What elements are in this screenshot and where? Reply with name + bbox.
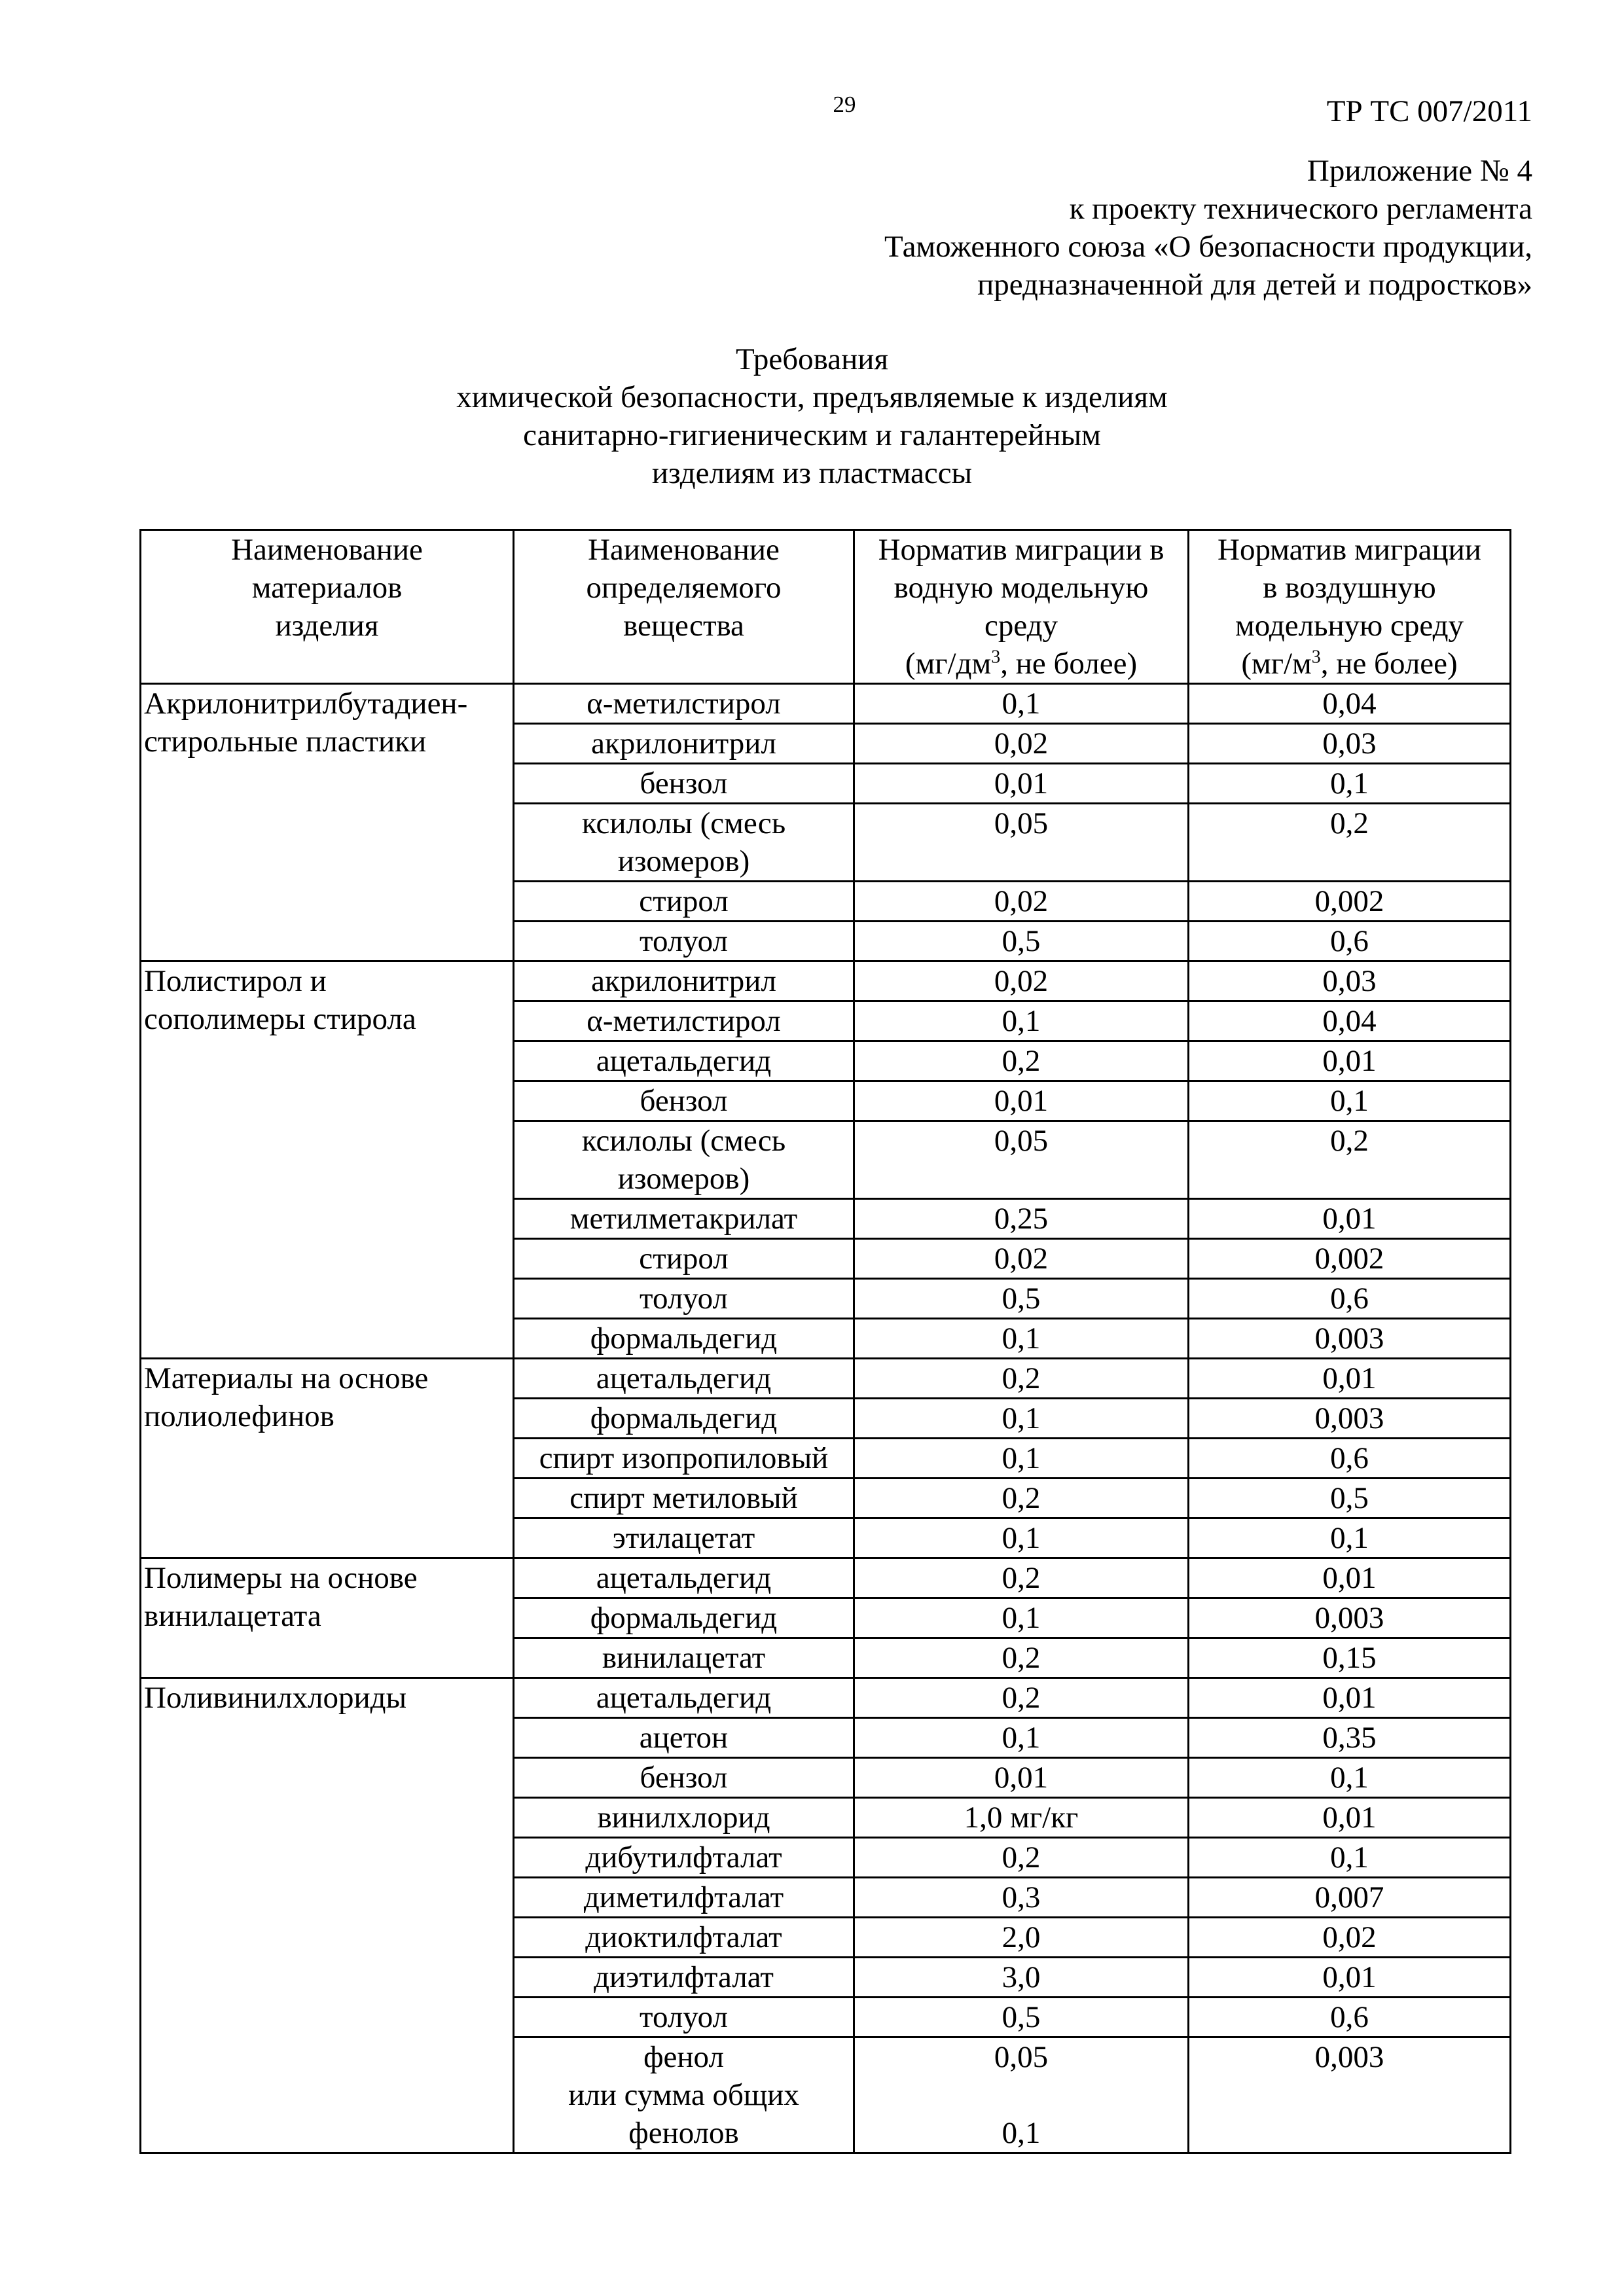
cell-line: Полистирол и [144, 964, 327, 998]
cell-line: акрилонитрил [591, 726, 776, 761]
cell-line: бензол [640, 1084, 728, 1118]
cell-line: толуол [640, 2000, 728, 2034]
air-norm-cell [1189, 724, 1511, 764]
cell-line: 0,05 [994, 806, 1049, 840]
water-norm-cell [854, 922, 1189, 961]
cell-line: 3,0 [1001, 1960, 1041, 1994]
cell-line: 0,1 [1330, 1840, 1369, 1874]
cell-line: акрилонитрил [591, 964, 776, 998]
appendix-line: Приложение № 4 [1307, 154, 1532, 188]
water-norm-cell [854, 1758, 1189, 1798]
cell-line: дибутилфталат [585, 1840, 782, 1874]
water-norm-cell [854, 1279, 1189, 1319]
material-cell [141, 1359, 514, 1558]
header-material [141, 530, 514, 684]
title-line: изделиям из пластмассы [651, 456, 973, 490]
water-norm-cell [854, 1558, 1189, 1598]
cell-line: 0,2 [1001, 1840, 1041, 1874]
substance-cell [514, 961, 854, 1001]
water-norm-cell [854, 1199, 1189, 1239]
material-cell [141, 1678, 514, 2153]
substance-cell [514, 1239, 854, 1279]
cell-line: бензол [640, 1761, 728, 1795]
cell-line: 0,2 [1001, 1044, 1041, 1078]
air-norm-cell [1189, 882, 1511, 922]
cell-line: 0,03 [1322, 964, 1377, 998]
air-norm-cell [1189, 2037, 1511, 2153]
appendix-line: предназначенной для детей и подростков» [977, 268, 1532, 302]
cell-line: 0,5 [1330, 1481, 1369, 1515]
header-unit: ($мг/дм^3$, не более) [905, 647, 1138, 681]
water-norm-cell [854, 1319, 1189, 1359]
cell-line: 0,6 [1330, 1282, 1369, 1316]
air-norm-cell [1189, 1638, 1511, 1678]
cell-line: 0,03 [1322, 726, 1377, 761]
cell-line: Акрилонитрилбутадиен- [144, 687, 468, 721]
cell-line: 0,25 [994, 1202, 1049, 1236]
cell-line: винилацетата [144, 1599, 321, 1633]
water-norm-cell [854, 1678, 1189, 1718]
header-line: водную модельную [893, 571, 1149, 605]
cell-line: 0,01 [1322, 1960, 1377, 1994]
cell-line: 0,003 [1314, 1321, 1384, 1355]
cell-line: диметилфталат [583, 1880, 784, 1914]
substance-cell [514, 764, 854, 804]
cell-line: стирол [639, 884, 729, 918]
air-norm-cell [1189, 1718, 1511, 1758]
cell-line: 0,3 [1001, 1880, 1041, 1914]
water-norm-cell [854, 1359, 1189, 1399]
cell-line: 0,1 [1330, 1761, 1369, 1795]
substance-cell [514, 1319, 854, 1359]
cell-line: 0,01 [994, 1761, 1049, 1795]
cell-line: Поливинилхлориды [144, 1681, 407, 1715]
table-header-row [141, 530, 1511, 684]
cell-line: винилхлорид [597, 1801, 770, 1835]
cell-line: ксилолы (смесь [581, 1124, 786, 1158]
cell-line: 0,1 [1330, 766, 1369, 800]
header-line: Наименование [231, 533, 423, 567]
water-norm-cell [854, 1838, 1189, 1878]
cell-line: 0,02 [994, 1242, 1049, 1276]
air-norm-cell [1189, 1319, 1511, 1359]
water-norm-cell [854, 1479, 1189, 1518]
substance-cell [514, 1199, 854, 1239]
air-norm-cell [1189, 1758, 1511, 1798]
cell-line: 0,35 [1322, 1721, 1377, 1755]
title-line: санитарно-гигиеническим и галантерейным [523, 418, 1101, 452]
cell-line: бензол [640, 766, 728, 800]
air-norm-cell [1189, 684, 1511, 724]
cell-line: стирол [639, 1242, 729, 1276]
water-norm-cell [854, 2037, 1189, 2153]
water-norm-cell [854, 684, 1189, 724]
chemical-safety-table [139, 529, 1511, 2154]
title-line: Требования [735, 342, 889, 376]
cell-line: 0,1 [1001, 2116, 1041, 2150]
water-norm-cell [854, 1718, 1189, 1758]
cell-line: 0,01 [994, 1084, 1049, 1118]
substance-cell [514, 1878, 854, 1918]
header-unit: ($мг/м^3$, не более) [1241, 647, 1458, 681]
cell-line: 0,04 [1322, 1004, 1377, 1038]
air-norm-cell [1189, 1199, 1511, 1239]
header-line: Норматив миграции [1218, 533, 1481, 567]
water-norm-cell [854, 1001, 1189, 1041]
cell-line: 0,01 [994, 766, 1049, 800]
cell-line: 0,01 [1322, 1801, 1377, 1835]
air-norm-cell [1189, 1558, 1511, 1598]
cell-line: ацетальдегид [596, 1681, 772, 1715]
water-norm-cell [854, 1041, 1189, 1081]
header-line: модельную среду [1235, 609, 1464, 643]
substance-cell [514, 1279, 854, 1319]
substance-cell [514, 1598, 854, 1638]
air-norm-cell [1189, 764, 1511, 804]
substance-cell [514, 1479, 854, 1518]
material-cell [141, 961, 514, 1359]
water-norm-cell [854, 1081, 1189, 1121]
header-line: среду [984, 609, 1058, 643]
cell-line: формальдегид [590, 1401, 778, 1435]
substance-cell [514, 1638, 854, 1678]
material-cell [141, 684, 514, 961]
cell-line: 0,05 [994, 1124, 1049, 1158]
header-line: Наименование [588, 533, 780, 567]
air-norm-cell [1189, 922, 1511, 961]
cell-line: 0,003 [1314, 1601, 1384, 1635]
water-norm-cell [854, 1638, 1189, 1678]
cell-line: ацетон [639, 1721, 729, 1755]
water-norm-cell [854, 1878, 1189, 1918]
cell-line: 0,1 [1330, 1521, 1369, 1555]
cell-line: 0,02 [994, 884, 1049, 918]
cell-line: 0,01 [1322, 1044, 1377, 1078]
substance-cell [514, 724, 854, 764]
cell-line: 0,02 [994, 726, 1049, 761]
water-norm-cell [854, 1399, 1189, 1439]
cell-line: 0,15 [1322, 1641, 1377, 1675]
cell-line: 0,5 [1001, 924, 1041, 958]
appendix-line: к проекту технического регламента [1069, 192, 1532, 226]
cell-line: ацетальдегид [596, 1361, 772, 1395]
cell-line: 1,0 мг/кг [964, 1801, 1079, 1835]
cell-line: Материалы на основе [144, 1361, 429, 1395]
cell-line: 0,003 [1314, 2040, 1384, 2074]
table-row [141, 1678, 1511, 1718]
cell-line: 0,003 [1314, 1401, 1384, 1435]
cell-line: полиолефинов [144, 1399, 334, 1433]
air-norm-cell [1189, 1239, 1511, 1279]
air-norm-cell [1189, 1878, 1511, 1918]
cell-line: 0,2 [1001, 1681, 1041, 1715]
air-norm-cell [1189, 1081, 1511, 1121]
header-water-migration [854, 530, 1189, 684]
cell-line: винилацетат [602, 1641, 766, 1675]
cell-line: 0,6 [1330, 2000, 1369, 2034]
cell-line: 0,002 [1314, 884, 1384, 918]
air-norm-cell [1189, 1399, 1511, 1439]
cell-line: 0,2 [1001, 1361, 1041, 1395]
cell-line: диоктилфталат [585, 1920, 782, 1954]
air-norm-cell [1189, 1279, 1511, 1319]
air-norm-cell [1189, 1838, 1511, 1878]
water-norm-cell [854, 1958, 1189, 1998]
cell-line: 0,01 [1322, 1202, 1377, 1236]
cell-line: 0,2 [1330, 1124, 1369, 1158]
air-norm-cell [1189, 1479, 1511, 1518]
header-air-migration [1189, 530, 1511, 684]
cell-line: фенол [643, 2040, 724, 2074]
header-line: изделия [275, 609, 379, 643]
cell-line: толуол [640, 1282, 728, 1316]
cell-line: 0,1 [1330, 1084, 1369, 1118]
cell-line: 0,2 [1001, 1481, 1041, 1515]
substance-cell [514, 1359, 854, 1399]
substance-cell [514, 1439, 854, 1479]
cell-line: 0,2 [1001, 1641, 1041, 1675]
cell-line: 0,1 [1001, 1321, 1041, 1355]
header-line: в воздушную [1263, 571, 1436, 605]
substance-cell [514, 1678, 854, 1718]
substance-cell [514, 1998, 854, 2037]
substance-cell [514, 1918, 854, 1958]
air-norm-cell [1189, 1918, 1511, 1958]
water-norm-cell [854, 882, 1189, 922]
water-norm-cell [854, 1798, 1189, 1838]
document-code: ТР ТС 007/2011 [1326, 94, 1532, 128]
water-norm-cell [854, 1239, 1189, 1279]
cell-line: 0,1 [1001, 1721, 1041, 1755]
cell-line: 0,01 [1322, 1561, 1377, 1595]
table-body [141, 684, 1511, 2153]
cell-line: 0,1 [1001, 1401, 1041, 1435]
water-norm-cell [854, 764, 1189, 804]
air-norm-cell [1189, 1678, 1511, 1718]
cell-line: 0,1 [1001, 1441, 1041, 1475]
cell-line: 0,6 [1330, 924, 1369, 958]
cell-line: 0,5 [1001, 1282, 1041, 1316]
substance-cell [514, 1718, 854, 1758]
cell-line: 0,007 [1314, 1880, 1384, 1914]
cell-line: 0,1 [1001, 1601, 1041, 1635]
header-line: определяемого [586, 571, 782, 605]
cell-line: спирт изопропиловый [539, 1441, 829, 1475]
air-norm-cell [1189, 1041, 1511, 1081]
water-norm-cell [854, 1918, 1189, 1958]
substance-cell [514, 882, 854, 922]
cell-line: ксилолы (смесь [581, 806, 786, 840]
cell-line: этилацетат [612, 1521, 755, 1555]
cell-line: ацетальдегид [596, 1044, 772, 1078]
cell-line: 0,2 [1001, 1561, 1041, 1595]
cell-line: 0,1 [1001, 687, 1041, 721]
water-norm-cell [854, 1439, 1189, 1479]
cell-line: изомеров) [617, 1162, 750, 1196]
cell-line: Полимеры на основе [144, 1561, 418, 1595]
cell-line: изомеров) [617, 844, 750, 878]
substance-cell [514, 1838, 854, 1878]
table-row [141, 684, 1511, 724]
substance-cell [514, 1399, 854, 1439]
water-norm-cell [854, 1998, 1189, 2037]
appendix-line: Таможенного союза «О безопасности продукции, [884, 230, 1532, 264]
document-title [0, 340, 1624, 492]
title-line: химической безопасности, предъявляемые к изделиям [456, 380, 1168, 414]
table-row [141, 961, 1511, 1001]
cell-line: толуол [640, 924, 728, 958]
substance-cell [514, 1121, 854, 1199]
cell-line: 0,02 [1322, 1920, 1377, 1954]
header-substance [514, 530, 854, 684]
air-norm-cell [1189, 961, 1511, 1001]
substance-cell [514, 684, 854, 724]
cell-line [857, 2076, 1185, 2114]
cell-line: формальдегид [590, 1321, 778, 1355]
substance-cell [514, 922, 854, 961]
cell-line: 0,1 [1001, 1004, 1041, 1038]
water-norm-cell [854, 1121, 1189, 1199]
cell-line: 0,2 [1330, 806, 1369, 840]
substance-cell [514, 1001, 854, 1041]
cell-line: 0,002 [1314, 1242, 1384, 1276]
water-norm-cell [854, 961, 1189, 1001]
cell-line: диэтилфталат [594, 1960, 774, 1994]
cell-line: сополимеры стирола [144, 1002, 416, 1036]
water-norm-cell [854, 1598, 1189, 1638]
water-norm-cell [854, 1518, 1189, 1558]
air-norm-cell [1189, 1518, 1511, 1558]
header-line: материалов [251, 571, 403, 605]
substance-cell [514, 1758, 854, 1798]
cell-line: метилметакрилат [569, 1202, 798, 1236]
cell-line: 0,01 [1322, 1361, 1377, 1395]
air-norm-cell [1189, 1001, 1511, 1041]
air-norm-cell [1189, 1121, 1511, 1199]
water-norm-cell [854, 804, 1189, 882]
substance-cell [514, 1798, 854, 1838]
page-number: 29 [833, 92, 856, 117]
air-norm-cell [1189, 1359, 1511, 1399]
air-norm-cell [1189, 804, 1511, 882]
table-row [141, 1558, 1511, 1598]
cell-line: спирт метиловый [569, 1481, 798, 1515]
cell-line: 0,1 [1001, 1521, 1041, 1555]
substance-cell [514, 1958, 854, 1998]
cell-line: 0,6 [1330, 1441, 1369, 1475]
cell-line: или сумма общих [568, 2078, 799, 2112]
cell-line: 0,05 [994, 2040, 1049, 2074]
substance-cell [514, 2037, 854, 2153]
cell-line: 0,04 [1322, 687, 1377, 721]
air-norm-cell [1189, 1598, 1511, 1638]
header-line: Норматив миграции в [878, 533, 1164, 567]
substance-cell [514, 1041, 854, 1081]
substance-cell [514, 804, 854, 882]
cell-line: α-метилстирол [586, 1004, 781, 1038]
substance-cell [514, 1558, 854, 1598]
air-norm-cell [1189, 1798, 1511, 1838]
air-norm-cell [1189, 1958, 1511, 1998]
cell-line: ацетальдегид [596, 1561, 772, 1595]
water-norm-cell [854, 724, 1189, 764]
cell-line: α-метилстирол [586, 687, 781, 721]
appendix-reference [550, 152, 1532, 304]
cell-line: 0,5 [1001, 2000, 1041, 2034]
air-norm-cell [1189, 1998, 1511, 2037]
substance-cell [514, 1518, 854, 1558]
header-line: вещества [623, 609, 744, 643]
cell-line: фенолов [628, 2116, 739, 2150]
cell-line: стирольные пластики [144, 725, 427, 759]
cell-line: формальдегид [590, 1601, 778, 1635]
cell-line: 0,02 [994, 964, 1049, 998]
substance-cell [514, 1081, 854, 1121]
cell-line: 2,0 [1001, 1920, 1041, 1954]
material-cell [141, 1558, 514, 1678]
air-norm-cell [1189, 1439, 1511, 1479]
cell-line: 0,01 [1322, 1681, 1377, 1715]
table-row [141, 1359, 1511, 1399]
